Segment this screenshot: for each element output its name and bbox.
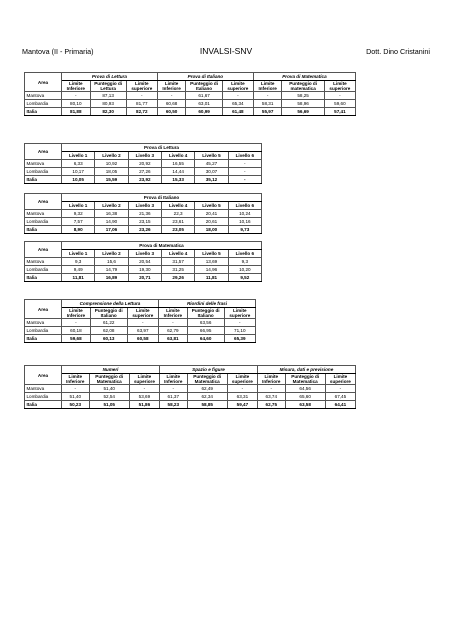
table-cell: 8,90 [62,226,95,234]
row-area-label: Lombardia [25,100,62,108]
table-cell: 65,39 [224,335,255,343]
table-cell: 58,96 [282,100,324,108]
table-cell: 60,50 [157,108,186,116]
table-cell: 61,22 [90,319,127,327]
column-header: Punteggio di Matematica [187,374,227,385]
row-area-label: Lombardia [25,218,62,226]
table-cell: - [159,385,187,393]
table-cell: 9,3 [62,258,95,266]
row-area-label: Mantova [25,210,62,218]
table-cell: 51,86 [129,401,159,409]
table-cell: 11,81 [195,274,228,282]
math-levels-table [24,241,262,282]
column-header: Limite superiore [224,308,255,319]
table-cell: 62,08 [90,327,127,335]
table-cell: 60,18 [62,327,91,335]
column-header: Limite superiore [126,81,157,92]
table-cell: 20,61 [195,218,228,226]
table-cell: 10,20 [228,266,261,274]
group-header: Prova di Lettura [62,144,262,152]
overall-scores-table [24,72,356,116]
row-area-label: Lombardia [25,393,62,401]
table-cell: 65,34 [222,100,253,108]
column-header: Limite superiore [227,374,257,385]
math-sections-table [24,365,356,409]
table-cell: 29,26 [161,274,194,282]
table-row [25,274,262,282]
table-row [25,401,356,409]
table-cell: - [62,385,90,393]
group-header: Prova di Matematica [253,73,355,81]
column-header: Limite Inferiore [157,81,186,92]
table-cell: 21,36 [128,210,161,218]
table-cell: 81,77 [126,100,157,108]
area-header: Area [25,366,62,385]
table-cell: 20,54 [128,258,161,266]
table-row [25,385,356,393]
table-cell: 19,30 [128,266,161,274]
row-area-label: Italia [25,401,62,409]
column-header: Limite superiore [127,308,158,319]
column-header: Livello 3 [128,250,161,258]
table-row [25,258,262,266]
italian-levels-table [24,193,262,234]
table-cell: - [228,160,261,168]
table-cell: 56,69 [282,108,324,116]
table-cell: 59,47 [227,401,257,409]
table-cell: 10,16 [228,218,261,226]
table-cell: - [62,92,91,100]
table-cell: - [224,319,255,327]
area-header: Area [25,300,62,319]
column-header: Livello 4 [161,202,194,210]
column-header: Livello 5 [195,202,228,210]
table-cell: 35,12 [195,176,228,184]
table-cell: 64,60 [187,335,224,343]
column-header: Livello 5 [195,250,228,258]
document-title: INVALSI-SNV [199,46,253,56]
column-header: Punteggio di matematica [282,81,324,92]
group-header: Prova di Matematica [62,242,262,250]
table-cell: - [157,92,186,100]
table-cell: 14,96 [195,266,228,274]
table-cell: 60,99 [186,108,222,116]
table-cell: 15,33 [161,176,194,184]
group-header: Prova di Lettura [62,73,158,81]
table-row [25,319,256,327]
row-area-label: Mantova [25,319,62,327]
table-cell: 58,31 [253,100,282,108]
table-cell: 60,68 [157,100,186,108]
row-area-label: Italia [25,108,62,116]
table-cell: 16,89 [95,274,128,282]
group-header: Prova di Italiano [157,73,253,81]
column-header: Livello 6 [228,250,261,258]
table-cell: 64,56 [285,385,325,393]
table-cell: 67,45 [325,393,355,401]
column-header: Livello 2 [95,250,128,258]
table-row [25,108,356,116]
table-cell: 18,00 [195,226,228,234]
table-cell: 62,75 [257,401,285,409]
table-cell: - [222,92,253,100]
column-header: Limite superiore [222,81,253,92]
row-area-label: Mantova [25,160,62,168]
column-header: Limite superiore [129,374,159,385]
table-cell: 58,25 [282,92,324,100]
column-header: Limite Inferiore [62,81,91,92]
table-row [25,160,262,168]
table-cell: 55,97 [253,108,282,116]
table-row [25,335,256,343]
table-cell: 6,33 [62,160,95,168]
table-cell: 18,05 [95,168,128,176]
table-cell: - [227,385,257,393]
table-cell: 20,71 [128,274,161,282]
table-cell: 16,55 [161,160,194,168]
table-cell: 71,10 [224,327,255,335]
table-cell: 63,01 [186,100,222,108]
column-header: Punteggio di Italiano [187,308,224,319]
table-cell: 30,07 [195,168,228,176]
column-header: Punteggio di Matematica [89,374,129,385]
table-cell: 51,05 [89,401,129,409]
table-cell: 9,3 [228,258,261,266]
column-header: Livello 4 [161,152,194,160]
table-cell: 50,23 [62,401,90,409]
column-header: Limite Inferiore [62,374,90,385]
table-cell: 31,57 [161,258,194,266]
column-header: Livello 1 [62,250,95,258]
column-header: Livello 3 [128,152,161,160]
row-area-label: Italia [25,274,62,282]
table-cell: - [158,319,187,327]
table-cell: 11,81 [62,274,95,282]
table-cell: 64,41 [325,401,355,409]
column-header: Livello 2 [95,152,128,160]
table-cell: 7,57 [62,218,95,226]
table-cell: 53,69 [129,393,159,401]
column-header: Limite Inferiore [62,308,91,319]
column-header-row [25,374,356,385]
table-cell: 80,10 [62,100,91,108]
row-area-label: Mantova [25,92,62,100]
area-header: Area [25,144,62,160]
group-header: Prova di Italiano [62,194,262,202]
column-header: Livello 1 [62,202,95,210]
column-header: Punteggio di Italiano [90,308,127,319]
row-area-label: Mantova [25,258,62,266]
table-cell: 9,52 [228,274,261,282]
table-cell: 10,17 [62,168,95,176]
column-header: Livello 6 [228,152,261,160]
table-cell: 63,74 [257,393,285,401]
table-cell: 62,79 [158,327,187,335]
table-cell: 51,40 [62,393,90,401]
table-cell: 9,73 [228,226,261,234]
table-cell: 60,58 [127,335,158,343]
column-header: Livello 3 [128,202,161,210]
reading-levels-table [24,143,262,184]
table-cell: 13,69 [195,258,228,266]
table-cell: 62,49 [187,385,227,393]
table-cell: 58,85 [187,401,227,409]
document-subtitle: Mantova (II - Primaria) [22,47,94,56]
column-header: Punteggio di Italiano [186,81,222,92]
column-header: Livello 5 [195,152,228,160]
table-cell: 14,44 [161,168,194,176]
table-cell: 45,27 [195,160,228,168]
table-cell: 10,24 [228,210,261,218]
column-header: Punteggio di Lettura [90,81,126,92]
table-cell: 63,56 [187,319,224,327]
table-cell: 80,93 [90,100,126,108]
table-cell: 61,37 [159,393,187,401]
table-cell: - [325,385,355,393]
table-cell: 9,49 [62,266,95,274]
group-header: Riordini delle frasi [158,300,255,308]
table-cell: - [127,319,158,327]
row-area-label: Italia [25,176,62,184]
table-cell: 10,05 [62,176,95,184]
table-cell: 16,38 [95,210,128,218]
table-cell: 59,60 [324,100,355,108]
table-row [25,168,262,176]
table-cell: 60,13 [90,335,127,343]
table-cell: 10,92 [95,160,128,168]
table-cell: 23,05 [161,226,194,234]
table-cell: 63,31 [227,393,257,401]
table-row [25,176,262,184]
row-area-label: Lombardia [25,266,62,274]
table-cell: - [126,92,157,100]
group-header: Numeri [62,366,160,374]
table-cell: 20,41 [195,210,228,218]
column-header: Punteggio di Matematica [285,374,325,385]
table-row [25,226,262,234]
group-header: Misura, dati e previsione [257,366,355,374]
column-header: Livello 4 [161,250,194,258]
italian-sections-table [24,299,256,343]
area-header: Area [25,73,62,92]
table-cell: - [62,319,91,327]
column-header: Livello 6 [228,202,261,210]
area-header: Area [25,194,62,210]
column-header: Limite superiore [324,81,355,92]
column-header: Limite Inferiore [253,81,282,92]
column-header: Limite Inferiore [257,374,285,385]
table-cell: 63,58 [285,401,325,409]
table-cell: 27,26 [128,168,161,176]
table-cell: 23,26 [128,226,161,234]
table-cell: 59,68 [62,335,91,343]
table-row [25,92,356,100]
row-area-label: Italia [25,226,62,234]
table-cell: 23,61 [161,218,194,226]
table-cell: 31,25 [161,266,194,274]
column-header: Livello 2 [95,202,128,210]
table-cell: 66,95 [187,327,224,335]
table-row [25,218,262,226]
table-cell: 61,48 [222,108,253,116]
table-cell: 58,23 [159,401,187,409]
column-header: Limite Inferiore [158,308,187,319]
area-header: Area [25,242,62,258]
table-row [25,327,256,335]
table-cell: - [253,92,282,100]
table-cell: 63,97 [127,327,158,335]
table-row [25,393,356,401]
table-cell: 23,92 [128,176,161,184]
table-cell: 15,6 [95,258,128,266]
table-cell: - [228,168,261,176]
group-header: Comprensione della Lettura [62,300,159,308]
table-cell: 82,30 [90,108,126,116]
table-cell: 15,59 [95,176,128,184]
table-cell: 9,32 [62,210,95,218]
table-cell: 62,34 [187,393,227,401]
table-cell: 17,06 [95,226,128,234]
column-header: Livello 1 [62,152,95,160]
table-cell: 20,92 [128,160,161,168]
table-cell: 23,15 [128,218,161,226]
table-cell: - [228,176,261,184]
table-cell: 61,67 [186,92,222,100]
table-cell: 82,72 [126,108,157,116]
row-area-label: Italia [25,335,62,343]
row-area-label: Lombardia [25,168,62,176]
table-row [25,100,356,108]
table-row [25,210,262,218]
table-cell: - [129,385,159,393]
table-cell: - [257,385,285,393]
column-header-row [25,81,356,92]
column-header: Limite superiore [325,374,355,385]
table-cell: 51,40 [89,385,129,393]
table-cell: 14,90 [95,218,128,226]
table-row [25,266,262,274]
table-cell: 87,13 [90,92,126,100]
table-cell: 52,54 [89,393,129,401]
document-author: Dott. Dino Cristanini [366,47,430,56]
table-cell: - [324,92,355,100]
table-cell: 22,3 [161,210,194,218]
column-header: Limite Inferiore [159,374,187,385]
table-cell: 63,81 [158,335,187,343]
table-cell: 14,79 [95,266,128,274]
table-cell: 81,88 [62,108,91,116]
row-area-label: Mantova [25,385,62,393]
table-cell: 65,60 [285,393,325,401]
table-cell: 57,41 [324,108,355,116]
group-header: Spazio e figure [159,366,257,374]
row-area-label: Lombardia [25,327,62,335]
